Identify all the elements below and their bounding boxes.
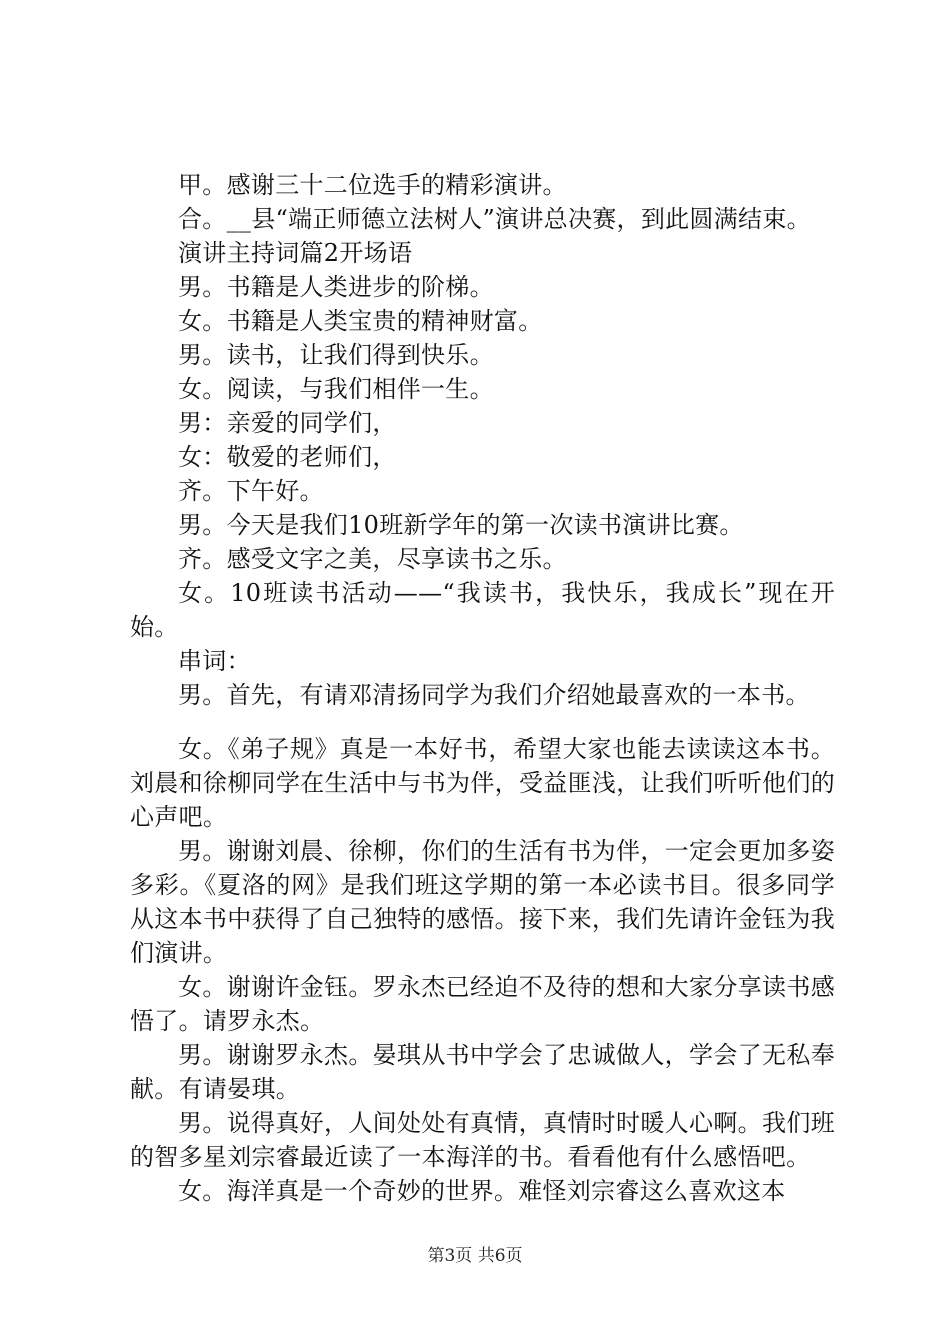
paragraph: 男。读书，让我们得到快乐。: [178, 341, 494, 369]
paragraph: 男。书籍是人类进步的阶梯。: [178, 273, 494, 301]
paragraph: 女。谢谢许金钰。罗永杰已经迫不及待的想和大家分享读书感悟了。请罗永杰。: [130, 973, 835, 1035]
paragraph: 男：亲爱的同学们，: [178, 409, 397, 437]
paragraph: 女：敬爱的老师们，: [178, 443, 397, 471]
page-footer: 第3页 共6页: [427, 1246, 523, 1266]
paragraph: 串词：: [178, 647, 251, 675]
section-heading: 演讲主持词篇2开场语: [178, 239, 413, 267]
paragraph: 齐。下午好。: [178, 477, 324, 505]
paragraph-gap: [130, 712, 835, 732]
document-body: [130, 168, 835, 1208]
paragraph: 女。书籍是人类宝贵的精神财富。: [178, 307, 543, 335]
paragraph: 男。谢谢刘晨、徐柳，你们的生活有书为伴，一定会更加多姿多彩。《夏洛的网》是我们班这学期的第一本必读书目。很多同学从这本书中获得了自己独特的感悟。接下来，我们先请许金钰为我们演讲。: [130, 837, 835, 967]
paragraph: 男。今天是我们10班新学年的第一次读书演讲比赛。: [178, 511, 744, 539]
paragraph: 女。海洋真是一个奇妙的世界。难怪刘宗睿这么喜欢这本: [178, 1177, 786, 1205]
paragraph: 女。《弟子规》真是一本好书，希望大家也能去读读这本书。刘晨和徐柳同学在生活中与书为伴，受益匪浅，让我们听听他们的心声吧。: [130, 735, 835, 831]
paragraph: 男。首先，有请邓清扬同学为我们介绍她最喜欢的一本书。: [178, 681, 810, 709]
paragraph: 女。阅读，与我们相伴一生。: [178, 375, 494, 403]
paragraph: 男。谢谢罗永杰。晏琪从书中学会了忠诚做人，学会了无私奉献。有请晏琪。: [130, 1041, 835, 1103]
paragraph: 合。__县“端正师德立法树人”演讲总决赛，到此圆满结束。: [178, 205, 811, 233]
paragraph: 男。说得真好，人间处处有真情，真情时时暖人心啊。我们班的智多星刘宗睿最近读了一本海洋的书。看看他有什么感悟吧。: [130, 1109, 835, 1171]
paragraph: 女。10班读书活动——“我读书，我快乐，我成长”现在开始。: [130, 579, 835, 641]
paragraph: 甲。感谢三十二位选手的精彩演讲。: [178, 171, 567, 199]
paragraph: 齐。感受文字之美，尽享读书之乐。: [178, 545, 567, 573]
